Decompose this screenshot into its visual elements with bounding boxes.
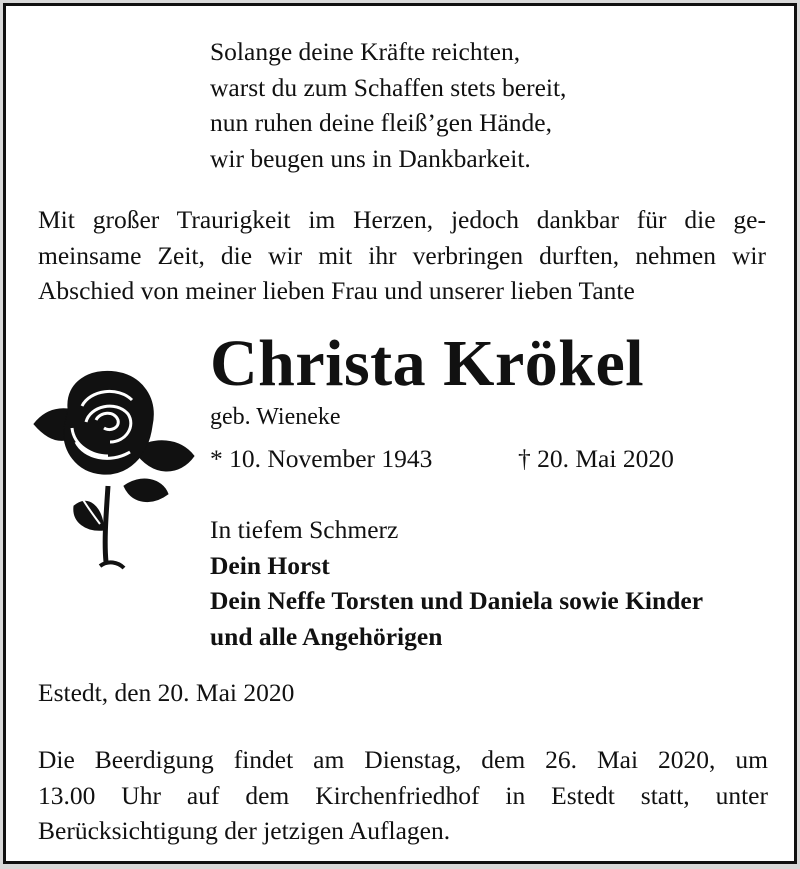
poem-line: nun ruhen deine fleiß’gen Hände, (210, 108, 552, 137)
funeral-line: 13.00 Uhr auf dem Kirchenfriedhof in Estedt statt, unter (38, 780, 768, 810)
poem-line: wir beugen uns in Dankbarkeit. (210, 143, 531, 173)
poem-line: warst du zum Schaffen stets bereit, (210, 72, 567, 102)
maiden-name: geb. Wieneke (210, 404, 341, 430)
funeral-info (38, 742, 768, 849)
death-date: † 20. Mai 2020 (518, 444, 674, 473)
obituary-notice (3, 3, 797, 864)
intro-paragraph (38, 202, 766, 309)
poem-line: Solange deine Kräfte reichten, (210, 37, 521, 66)
mourners-block (210, 512, 703, 654)
intro-line: Mit großer Traurigkeit im Herzen, jedoch dankbar für die ge- (38, 205, 766, 234)
deceased-name: Christa Krökel (210, 327, 645, 400)
funeral-line: Die Beerdigung findet am Dienstag, dem 26. Mai 2020, um (38, 745, 768, 774)
birth-date: * 10. November 1943 (210, 444, 433, 473)
mourner-line: und alle Angehörigen (210, 621, 443, 651)
place-date: Estedt, den 20. Mai 2020 (38, 678, 295, 707)
mourner-line: Dein Horst (210, 550, 330, 580)
poem-verse (210, 34, 566, 176)
rose-icon (30, 366, 196, 572)
intro-line: Abschied von meiner lieben Frau und unserer lieben Tante (38, 276, 635, 305)
mourners-heading: In tiefem Schmerz (210, 515, 399, 544)
funeral-line: Berücksichtigung der jetzigen Auflagen. (38, 816, 451, 845)
intro-line: meinsame Zeit, die wir mit ihr verbringen durften, nehmen wir (38, 240, 766, 270)
mourner-line: Dein Neffe Torsten und Daniela sowie Kinder (210, 586, 704, 615)
